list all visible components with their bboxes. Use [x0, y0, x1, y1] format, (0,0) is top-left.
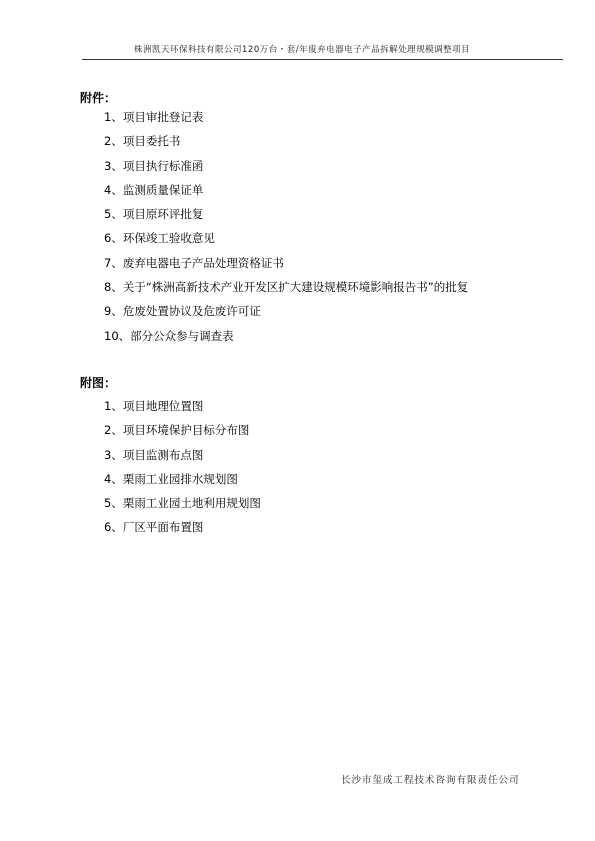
page-header: 株洲凯天环保科技有限公司120万台・套/年废弃电器电子产品拆解处理规模调整项目	[134, 45, 471, 55]
attachment-item: 4、监测质量保证单	[104, 182, 204, 197]
figures-heading: 附图：	[80, 376, 117, 390]
figure-item: 4、栗雨工业园排水规划图	[104, 471, 238, 486]
attachment-item: 6、环保竣工验收意见	[104, 231, 215, 246]
attachment-item: 10、部分公众参与调查表	[104, 328, 234, 343]
header-divider	[82, 59, 563, 60]
attachment-item: 1、项目审批登记表	[104, 110, 204, 124]
attachments-heading: 附件：	[80, 91, 117, 105]
figures-list	[104, 394, 261, 540]
attachment-item: 2、项目委托书	[104, 134, 181, 149]
attachment-item: 3、项目执行标准函	[104, 158, 204, 173]
page-footer: 长沙市玺成工程技术咨询有限责任公司	[341, 775, 520, 786]
attachment-item: 8、关于“株洲高新技术产业开发区扩大建设规模环境影响报告书”的批复	[104, 280, 469, 295]
attachment-item: 5、项目原环评批复	[104, 207, 204, 222]
attachments-list	[104, 105, 468, 348]
attachment-item: 7、废弃电器电子产品处理资格证书	[104, 255, 284, 270]
figure-item: 5、栗雨工业园土地利用规划图	[104, 496, 261, 511]
figure-item: 1、项目地理位置图	[104, 399, 204, 413]
attachment-item: 9、危废处置协议及危废许可证	[104, 304, 261, 319]
figure-item: 3、项目监测布点图	[104, 447, 204, 462]
figure-item: 6、厂区平面布置图	[104, 520, 204, 535]
figure-item: 2、项目环境保护目标分布图	[104, 423, 250, 438]
